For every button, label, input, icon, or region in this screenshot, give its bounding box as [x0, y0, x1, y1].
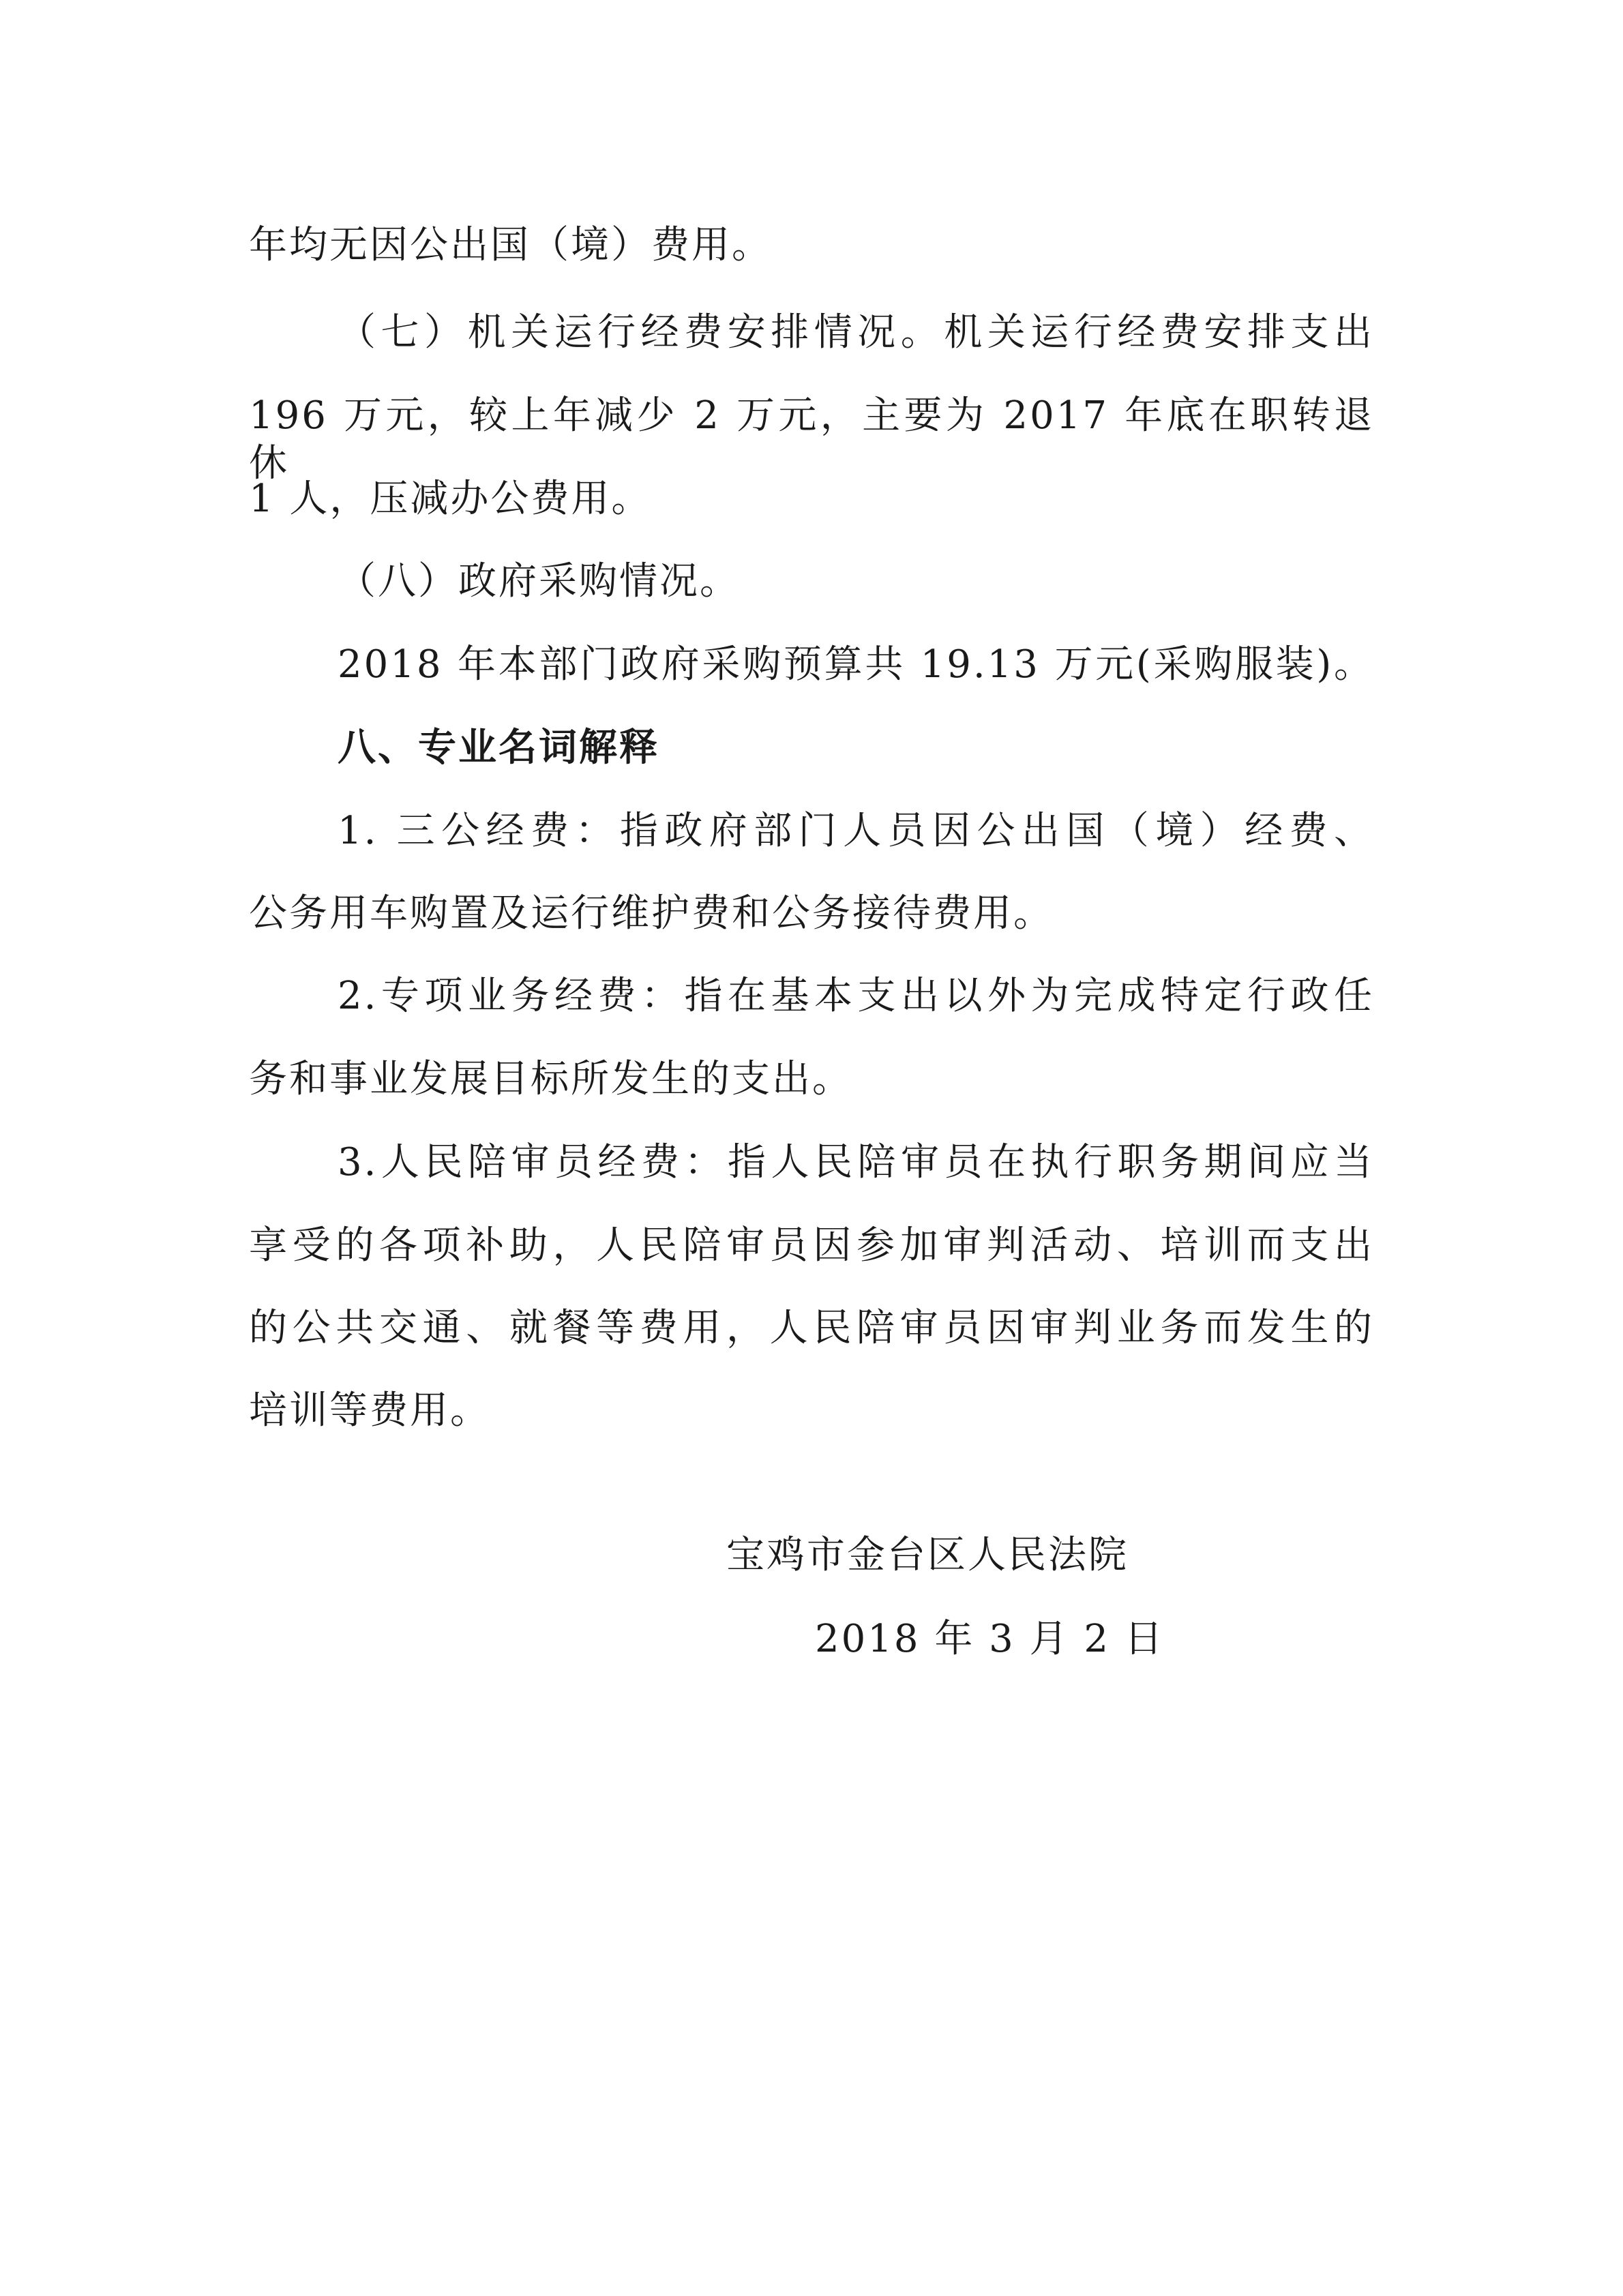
- section-heading: 八、专业名词解释: [338, 726, 659, 770]
- paragraph-line: 培训等费用。: [249, 1388, 490, 1433]
- paragraph-line: 公务用车购置及运行维护费和公务接待费用。: [249, 891, 1054, 936]
- paragraph-line: 1 人，压减办公费用。: [249, 477, 652, 521]
- paragraph-line: 3.人民陪审员经费：指人民陪审员在执行职务期间应当: [338, 1140, 1374, 1184]
- paragraph-line: （八）政府采购情况。: [338, 559, 740, 603]
- paragraph-line: （七）机关运行经费安排情况。机关运行经费安排支出: [338, 310, 1374, 355]
- paragraph-line: 的公共交通、就餐等费用，人民陪审员因审判业务而发生的: [249, 1306, 1374, 1350]
- paragraph-line: 2018 年本部门政府采购预算共 19.13 万元(采购服装)。: [338, 642, 1374, 687]
- paragraph-line: 年均无因公出国（境）费用。: [249, 223, 772, 267]
- paragraph-line: 2.专项业务经费：指在基本支出以外为完成特定行政任: [338, 974, 1374, 1018]
- paragraph-line: 务和事业发展目标所发生的支出。: [249, 1057, 852, 1101]
- signature-date: 2018 年 3 月 2 日: [815, 1617, 1165, 1661]
- paragraph-line: 1. 三公经费：指政府部门人员因公出国（境）经费、: [338, 809, 1374, 853]
- paragraph-line: 享受的各项补助，人民陪审员因参加审判活动、培训而支出: [249, 1223, 1374, 1268]
- paragraph-line: 196 万元，较上年减少 2 万元，主要为 2017 年底在职转退休: [249, 393, 1374, 486]
- signature-organization: 宝鸡市金台区人民法院: [726, 1533, 1129, 1577]
